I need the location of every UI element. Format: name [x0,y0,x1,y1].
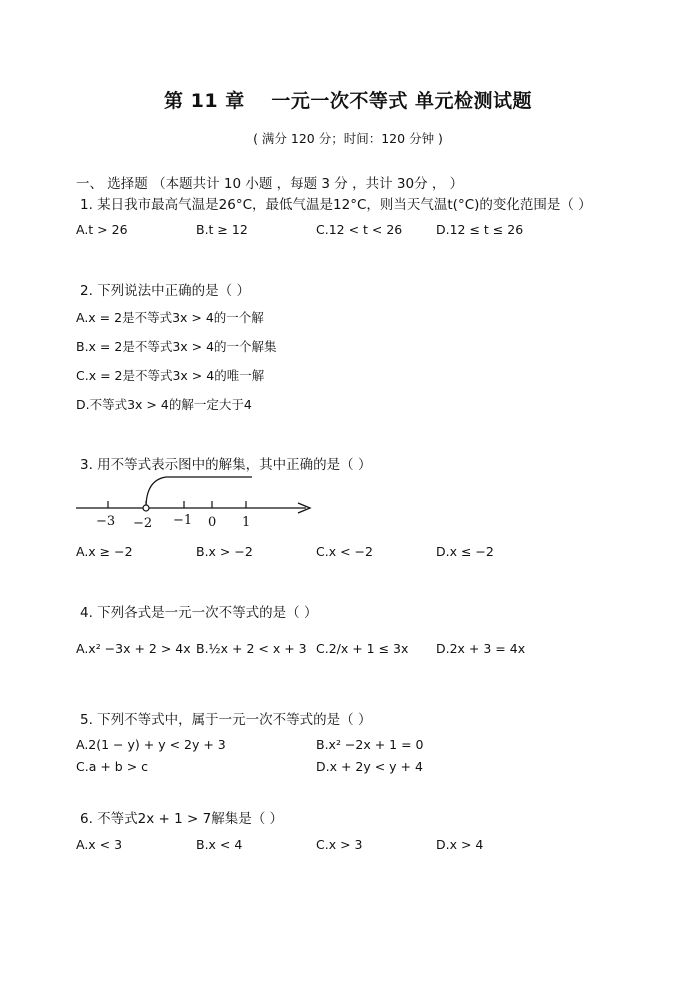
q4-option-c: C.2/x + 1 ≤ 3x [316,641,409,656]
q6-option-c: C.x > 3 [316,837,363,852]
q1-option-a: A.t > 26 [76,222,128,237]
q2-option-d: D.不等式3x > 4的解一定大于4 [76,397,252,412]
q3-option-b: B.x > −2 [196,544,253,559]
open-endpoint [143,505,149,511]
question-6-stem: 6. 不等式2x + 1 > 7解集是（ ） [80,811,284,827]
q2-option-a: A.x = 2是不等式3x > 4的一个解 [76,310,264,325]
tick-label: 0 [208,515,217,530]
q2-option-b: B.x = 2是不等式3x > 4的一个解集 [76,339,277,354]
q3-option-a: A.x ≥ −2 [76,544,133,559]
q1-option-d: D.12 ≤ t ≤ 26 [436,222,524,237]
q4-option-d: D.2x + 3 = 4x [436,641,526,656]
q2-option-c: C.x = 2是不等式3x > 4的唯一解 [76,368,265,383]
question-4-stem: 4. 下列各式是一元一次不等式的是（ ） [80,605,318,621]
q3-option-c: C.x < −2 [316,544,373,559]
q5-option-d: D.x + 2y < y + 4 [316,759,423,774]
q1-option-c: C.12 < t < 26 [316,222,403,237]
question-3-stem: 3. 用不等式表示图中的解集，其中正确的是（ ） [80,457,372,473]
q5-option-b: B.x² −2x + 1 = 0 [316,737,424,752]
q1-option-b: B.t ≥ 12 [196,222,248,237]
q4-option-a: A.x² −3x + 2 > 4x [76,641,191,656]
q6-option-a: A.x < 3 [76,837,123,852]
page-title: 第 11 章 一元一次不等式 单元检测试题 [164,90,532,112]
question-1-stem: 1. 某日我市最高气温是26°C，最低气温是12°C，则当天气温t(°C)的变化范围是（ ） [80,197,592,213]
q5-option-a: A.2(1 − y) + y < 2y + 3 [76,737,226,752]
q6-option-d: D.x > 4 [436,837,484,852]
tick-label: −2 [133,516,153,531]
tick-label: 1 [242,515,251,530]
tick-label: −1 [173,513,193,528]
q5-option-c: C.a + b > c [76,759,149,774]
q4-option-b: B.½x + 2 < x + 3 [196,641,307,656]
number-line-figure [74,470,324,532]
q3-option-d: D.x ≤ −2 [436,544,494,559]
question-5-stem: 5. 下列不等式中，属于一元一次不等式的是（ ） [80,712,372,728]
solution-ray [146,477,252,508]
exam-info: ( 满分 120 分；时间：120 分钟 ) [253,131,443,146]
section-heading: 一、 选择题 （本题共计 10 小题 ，每题 3 分 ，共计 30分 ， ） [76,176,464,192]
q6-option-b: B.x < 4 [196,837,243,852]
tick-label: −3 [96,514,116,529]
question-2-stem: 2. 下列说法中正确的是（ ） [80,283,250,299]
